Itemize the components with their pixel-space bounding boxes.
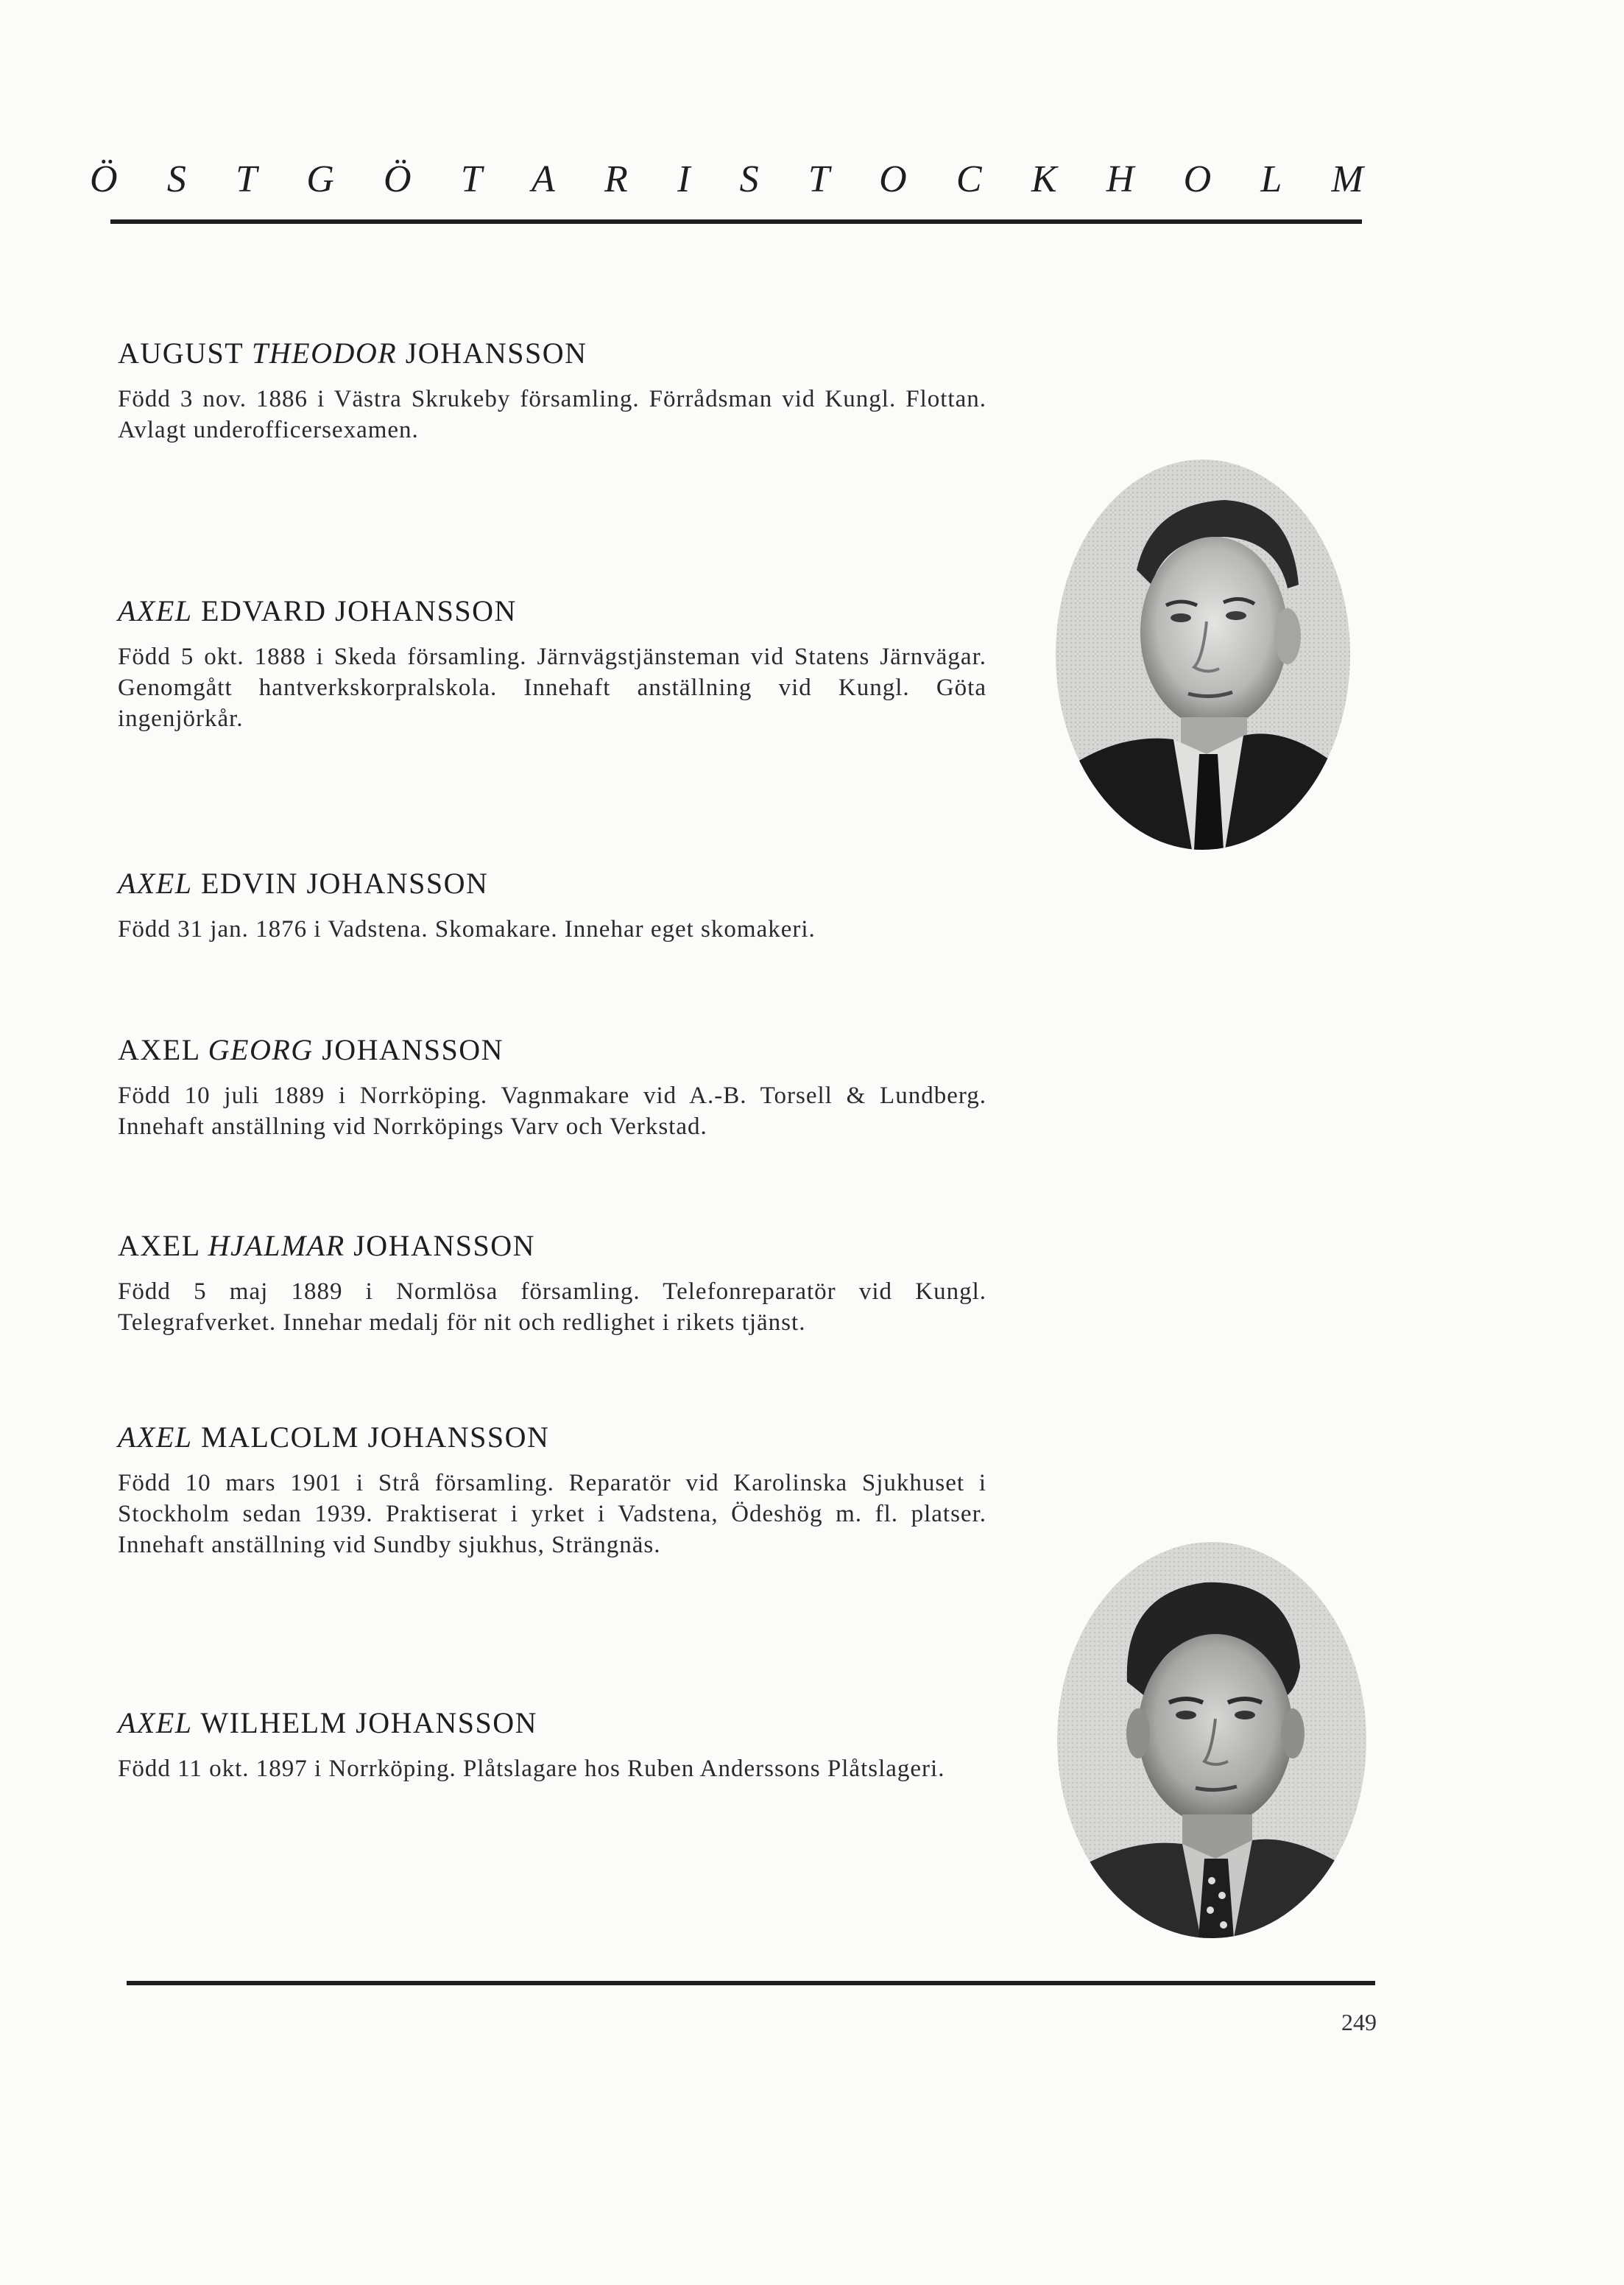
entry-name <box>118 1705 986 1740</box>
biography-entry <box>118 594 986 734</box>
name-rest: MALCOLM JOHANSSON <box>201 1420 550 1454</box>
header-letter: T <box>808 158 830 200</box>
name-last: JOHANSSON <box>353 1229 536 1262</box>
page-number: 249 <box>1341 2009 1377 2035</box>
portrait-photo-graphic <box>1057 1542 1366 1938</box>
entry-name <box>118 336 986 370</box>
name-first: AXEL <box>118 1229 200 1262</box>
header-letter: T <box>460 158 482 200</box>
name-first: AXEL <box>118 1033 200 1066</box>
name-rest: EDVIN JOHANSSON <box>201 867 489 900</box>
entry-name <box>118 1420 986 1454</box>
biography-entry <box>118 866 986 945</box>
portrait-photo <box>1057 1542 1366 1938</box>
name-last: JOHANSSON <box>405 337 587 370</box>
name-italic: AXEL <box>118 594 193 627</box>
entry-name <box>118 1228 986 1263</box>
name-italic: AXEL <box>118 1706 193 1739</box>
name-italic: THEODOR <box>252 337 398 370</box>
running-header <box>90 158 1363 201</box>
header-letter: I <box>677 158 691 200</box>
header-letter: L <box>1260 158 1282 200</box>
portrait-photo <box>1056 460 1350 850</box>
name-italic: AXEL <box>118 867 193 900</box>
entry-name <box>118 866 986 901</box>
header-letter: A <box>532 158 555 200</box>
header-letter: S <box>739 158 759 200</box>
header-letter: O <box>879 158 907 200</box>
entry-text: Född 10 juli 1889 i Norrköping. Vagnmakare vid A.-B. Torsell & Lundberg. Innehaft anställning vid Norrköpings Varv och Verkstad. <box>118 1082 986 1140</box>
entry-text: Född 11 okt. 1897 i Norrköping. Plåtslagare hos Ruben Anderssons Plåtslageri. <box>118 1756 945 1782</box>
header-letter: T <box>236 158 257 200</box>
name-italic: GEORG <box>208 1033 314 1066</box>
header-letter: O <box>1183 158 1212 200</box>
biography-entry <box>118 1228 986 1338</box>
name-italic: AXEL <box>118 1420 193 1454</box>
name-first: AUGUST <box>118 337 244 370</box>
biography-entry <box>118 1420 986 1560</box>
entry-text: Född 5 okt. 1888 i Skeda församling. Järnvägstjänsteman vid Statens Järnvägar. Genomgått hantverkskorpralskola. Innehaft anställning vid Kungl. Göta ingenjörkår. <box>118 644 986 732</box>
entry-name <box>118 594 986 628</box>
name-rest: EDVARD JOHANSSON <box>201 594 517 627</box>
name-last: JOHANSSON <box>322 1033 504 1066</box>
header-letter: S <box>166 158 186 200</box>
header-letter: Ö <box>90 158 118 200</box>
header-letter: R <box>604 158 628 200</box>
biography-entry <box>118 1032 986 1142</box>
name-italic: HJALMAR <box>208 1229 345 1262</box>
entry-name <box>118 1032 986 1067</box>
header-letter: K <box>1031 158 1057 200</box>
name-rest: WILHELM JOHANSSON <box>200 1706 538 1739</box>
biography-entry <box>118 1705 986 1784</box>
entry-text: Född 10 mars 1901 i Strå församling. Reparatör vid Karolinska Sjukhuset i Stockholm sedan 1939. Praktiserat i yrket i Vadstena, Ödeshög m. fl. platser. Innehaft anställning vid Sundby sjukhus, Strängnäs. <box>118 1470 986 1558</box>
header-letter: M <box>1331 158 1363 200</box>
header-letter: H <box>1106 158 1134 200</box>
header-letter: C <box>956 158 982 200</box>
header-rule <box>110 219 1362 224</box>
header-letter: G <box>306 158 334 200</box>
biography-entry <box>118 336 986 446</box>
entry-text: Född 5 maj 1889 i Normlösa församling. Telefonreparatör vid Kungl. Telegrafverket. Innehar medalj för nit och redlighet i rikets tjänst. <box>118 1278 986 1336</box>
header-letter: Ö <box>384 158 412 200</box>
portrait-photo-graphic <box>1056 460 1350 850</box>
entry-text: Född 3 nov. 1886 i Västra Skrukeby församling. Förrådsman vid Kungl. Flottan. Avlagt underofficersexamen. <box>118 386 986 443</box>
entry-text: Född 31 jan. 1876 i Vadstena. Skomakare. Innehar eget skomakeri. <box>118 916 816 943</box>
footer-rule <box>127 1981 1375 1985</box>
